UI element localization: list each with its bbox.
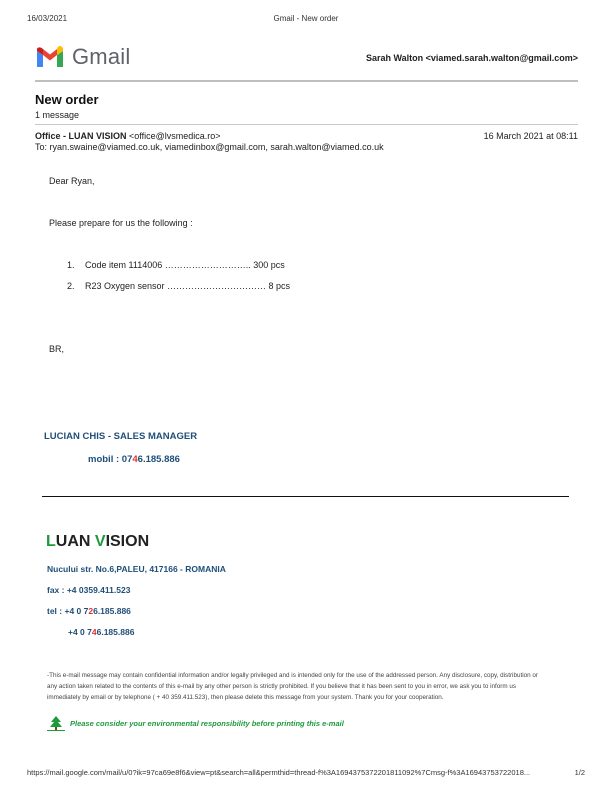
recipients [35,142,384,152]
print-date: 16/03/2021 [27,14,68,23]
signature-mobile: mobil : 0746.185.886 [88,454,180,465]
tree-icon [47,715,65,731]
company-fax: fax : +4 0359.411.523 [47,585,131,595]
gmail-logo-icon [35,45,65,69]
print-url: https://mail.google.com/mail/u/0?ik=97ca69e8f6&view=pt&search=all&permthid=thread-f%3A1694375372201811092%7Cmsg-f%3A16943753722018... [27,768,531,777]
company-address: Nucului str. No.6,PALEU, 417166 - ROMANIA [47,564,226,574]
intro-text: Please prepare for us the following : [49,218,193,228]
message-date: 16 March 2021 at 08:11 [483,131,578,141]
legal-disclaimer: -This e-mail message may contain confidential information and/or legally privileged and is intended only for the use of the addressed person. Any disclosure, copy, distribution or any action taken related to the contents of this e-mail by any other person is strictly prohibited. If you believe that it has been sent to you in error, we ask you to inform us immediately by email or by telephone ( + 40 359.411.523), then please delete this message from your system. Thank you for your cooperation. [47,672,538,701]
header-divider [35,80,578,82]
signature-name: LUCIAN CHIS - SALES MANAGER [44,431,198,442]
subject-title: New order [35,92,99,107]
sender-email: <office@lvsmedica.ro> [129,131,221,141]
company-tel: tel : +4 0 726.185.886 [47,606,131,616]
company-name: LUAN VISION [46,533,150,550]
print-title: Gmail - New order [273,14,339,23]
list-item [67,281,75,291]
signature-divider [42,496,569,497]
page-number: 1/2 [574,768,585,777]
list-item-text: R23 Oxygen sensor …………………………… 8 pcs [85,281,291,291]
list-item [67,260,75,270]
company-tel-2: +4 0 746.185.886 [68,627,135,637]
to-label: To: [35,142,48,152]
sender-name: Office - LUAN VISION [35,131,127,141]
list-item-text: Code item 1114006 ……………………….. 300 pcs [85,260,285,270]
account-user: Sarah Walton <viamed.sarah.walton@gmail.com> [365,53,578,63]
closing: BR, [49,344,65,354]
gmail-wordmark: Gmail [72,44,131,69]
eco-note: Please consider your environmental responsibility before printing this e-mail [70,719,344,728]
subject-divider [35,124,578,125]
item-number: 2. [67,281,75,291]
to-addresses: ryan.swaine@viamed.co.uk, viamedinbox@gmail.com, sarah.walton@viamed.co.uk [49,142,384,152]
sender [35,131,221,141]
greeting: Dear Ryan, [49,176,95,186]
message-count: 1 message [35,110,80,120]
item-number: 1. [67,260,75,270]
